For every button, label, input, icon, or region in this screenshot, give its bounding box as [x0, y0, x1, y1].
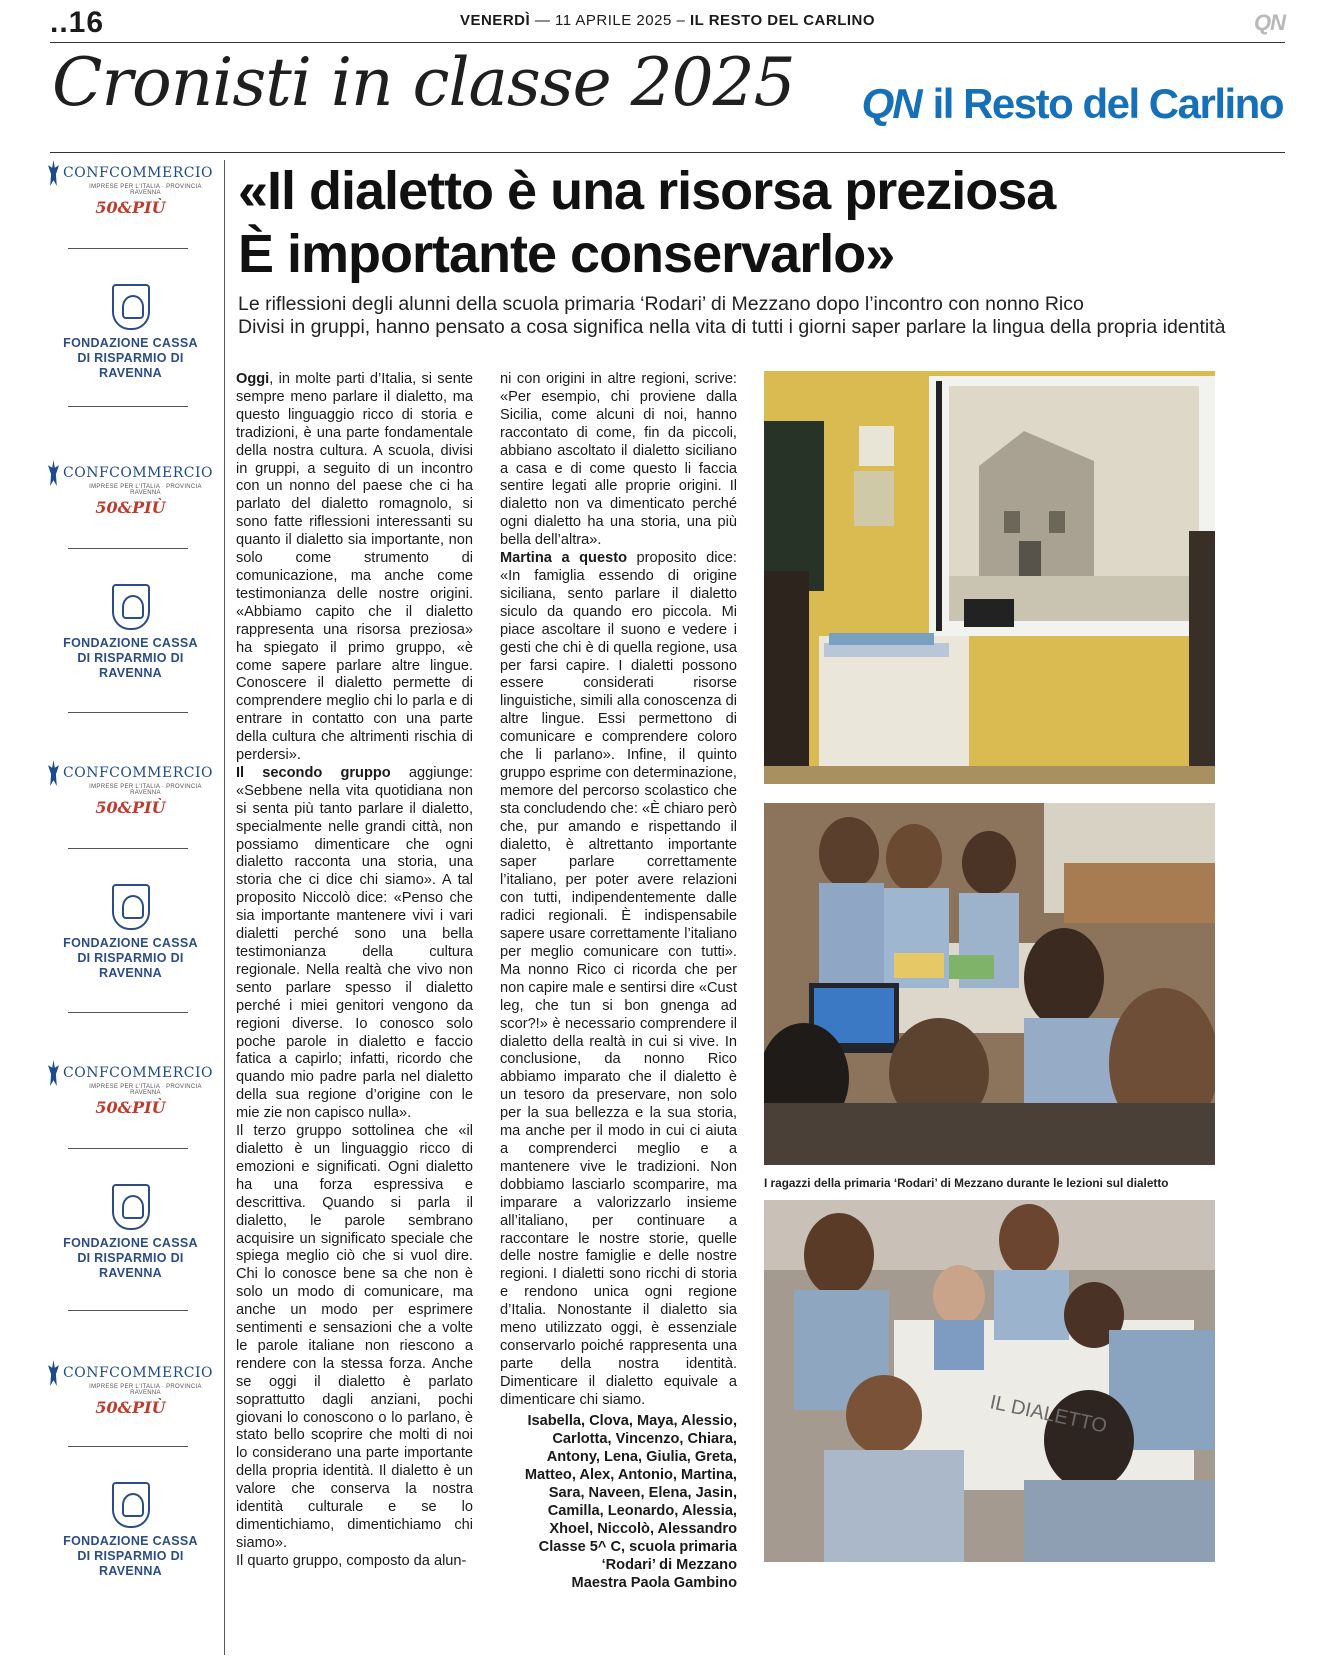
paragraph-lead: Oggi: [236, 371, 270, 387]
crest-icon: [112, 584, 150, 630]
crest-icon: [112, 284, 150, 330]
paragraph: Il terzo gruppo sottolinea che «il dialetto è un linguaggio ricco di emozioni e significati. Ogni dialetto ha una forza espressiva e descrittiva. Quando si parla il dialetto, le parole sembrano acquisire un significato speciale che spiega meglio ciò che si vuol dire. Chi lo conosce bene sa che non è solo un modo di comunicare, ma anche un modo per esprimere sentimenti e sensazioni che a volte le parole italiane non riescono a rendere con la stessa forza. Anche se oggi il dialetto è parlato soprattutto dagli anziani, pochi giovani lo conoscono o lo parlano, è stato bello scoprire che molti di noi lo considerano una parte importante della propria identità. Il dialetto è un valore che conserva la nostra identità culturale e se lo dimentichiamo, dimentichiamo chi siamo».: [236, 1123, 473, 1551]
confcommercio-tagline: IMPRESE PER L'ITALIA · PROVINCIA RAVENNA: [89, 184, 202, 196]
fondazione-line2: DI RISPARMIO DI RAVENNA: [77, 1251, 184, 1280]
sponsor-divider: [68, 1310, 188, 1311]
sponsor-column: [48, 160, 213, 1655]
fondazione-logo: [48, 1482, 213, 1579]
dateline: VENERDÌ — 11 APRILE 2025 – IL RESTO DEL CARLINO: [459, 12, 876, 29]
fifty-e-piu-logo: 50&PIÙ: [95, 1398, 166, 1417]
fondazione-line2: DI RISPARMIO DI RAVENNA: [77, 1549, 184, 1578]
confcommercio-name: CONFCOMMERCIO: [63, 1065, 213, 1081]
confcommercio-tagline: IMPRESE PER L'ITALIA · PROVINCIA RAVENNA: [89, 784, 202, 796]
sponsor-divider: [68, 712, 188, 713]
eagle-icon: [48, 1060, 59, 1086]
qn-logo: QN: [861, 80, 921, 127]
fifty-e-piu-logo: 50&PIÙ: [95, 798, 166, 817]
confcommercio-name: CONFCOMMERCIO: [63, 465, 213, 481]
sponsor-divider: [68, 248, 188, 249]
page-number: ..16: [50, 6, 105, 39]
fondazione-logo: [48, 884, 213, 981]
article-signature: [500, 1412, 737, 1592]
confcommercio-logo: [48, 460, 213, 517]
confcommercio-name: CONFCOMMERCIO: [63, 165, 213, 181]
fondazione-line1: FONDAZIONE CASSA: [63, 1534, 198, 1548]
confcommercio-logo: [48, 1060, 213, 1117]
deck-line2: Divisi in gruppi, hanno pensato a cosa significa nella vita di tutti i giorni saper parlare la lingua della propria identità: [238, 316, 1226, 338]
newspaper-logo-name: il Resto del Carlino: [932, 80, 1283, 127]
article-deck: [238, 293, 1288, 339]
fondazione-logo: [48, 284, 213, 381]
paragraph: Oggi, in molte parti d’Italia, si sente sempre meno parlare il dialetto, ma questo linguaggio ricco di storia e tradizioni, è una parte fondamentale della nostra cultura. A scuola, divisi in gruppi, a seguito di un incontro con un nonno del paese che ci ha parlato del dialetto romagnolo, si sono fatte riflessioni interessanti su quanto il dialetto sia importante, non solo come strumento di comunicazione, ma anche come testimonianza delle nostre origini. «Abbiamo capito che il dialetto rappresenta una risorsa preziosa» ha spiegato il primo gruppo, «è come sapere parlare altre lingue. Conoscere il dialetto permette di comprendere meglio chi lo parla e di entrare in contatto con una parte della cultura che altrimenti rischia di perdersi».: [236, 371, 473, 764]
sponsor-divider: [68, 406, 188, 407]
sponsor-divider: [68, 1012, 188, 1013]
dateline-newspaper: IL RESTO DEL CARLINO: [690, 12, 876, 29]
fondazione-line1: FONDAZIONE CASSA: [63, 1236, 198, 1250]
article-column-2: [500, 371, 737, 1592]
column-divider: [224, 160, 225, 1655]
eagle-icon: [48, 160, 59, 186]
fondazione-line2: DI RISPARMIO DI RAVENNA: [77, 651, 184, 680]
fondazione-line1: FONDAZIONE CASSA: [63, 636, 198, 650]
signature-class: Classe 5^ C, scuola primaria ‘Rodari’ di Mezzano: [538, 1538, 737, 1573]
students-table-photo: [764, 1200, 1215, 1562]
fondazione-logo: [48, 584, 213, 681]
article-column-1: [236, 371, 473, 1571]
dateline-date: 11 APRILE 2025: [555, 12, 672, 29]
fondazione-line1: FONDAZIONE CASSA: [63, 336, 198, 350]
eagle-icon: [48, 460, 59, 486]
classroom-projector-photo: [764, 371, 1215, 784]
paragraph-lead: Il secondo gruppo: [236, 764, 391, 781]
paragraph: ni con origini in altre regioni, scrive: «Per esempio, chi proviene dalla Sicilia, come alcuni di noi, hanno raccontato di come, fin da piccoli, abbiano ascoltato il dialetto siciliano a casa e di come questo li faccia sentire legati alle proprie origini. Il dialetto non va dimenticato perché ogni dialetto ha una storia, una più bella dell’altra».: [500, 371, 737, 549]
confcommercio-tagline: IMPRESE PER L'ITALIA · PROVINCIA RAVENNA: [89, 484, 202, 496]
crest-icon: [112, 1482, 150, 1528]
confcommercio-logo: [48, 1360, 213, 1417]
confcommercio-logo: [48, 160, 213, 217]
paragraph: Il quarto gruppo, composto da alun-: [236, 1552, 467, 1569]
fondazione-line2: DI RISPARMIO DI RAVENNA: [77, 951, 184, 980]
headline-line1: «Il dialetto è una risorsa preziosa: [238, 161, 1056, 221]
masthead-rule: [50, 152, 1285, 153]
sponsor-divider: [68, 848, 188, 849]
deck-line1: Le riflessioni degli alunni della scuola primaria ‘Rodari’ di Mezzano dopo l’incontro con nonno Rico: [238, 293, 1084, 315]
students-laptop-photo: [764, 803, 1215, 1165]
photo-caption: I ragazzi della primaria ‘Rodari’ di Mezzano durante le lezioni sul dialetto: [764, 1176, 1169, 1190]
confcommercio-tagline: IMPRESE PER L'ITALIA · PROVINCIA RAVENNA: [89, 1384, 202, 1396]
crest-icon: [112, 1184, 150, 1230]
section-title: Cronisti in classe 2025: [52, 44, 795, 121]
paragraph: Martina a questo proposito dice: «In famiglia essendo di origine siciliana, sento parlare il dialetto siculo da quando ero piccola. Mi piace ascoltare il suono e vedere i gesti che chi è di quella regione, usa per farsi capire. I dialetti possono essere considerati risorse linguistiche, simili alla conoscenza di altre lingue. Essi permettono di comunicare e comprendere coloro che li parlano». Infine, il quinto gruppo esprime con determinazione, memore del percorso scolastico che sta concludendo che: «È chiaro però che, pur amando e rispettando il dialetto, è altrettanto importante saper parlare correttamente l’italiano, per poter avere relazioni con tutti, indipendentemente dalle radici regionali. È indispensabile sapere usare correttamente l’italiano per meglio comunicare con tutti». Ma nonno Rico ci ricorda che per non capire male e sentirsi dire «Cust leg, che tun si bon gnenga ad scor?!» è necessario comprendere il dialetto della realtà in cui si vive. In conclusione, da nonno Rico abbiamo imparato che il dialetto è un tesoro da preservare, non solo per la sua bellezza e la sua storia, ma anche per il modo in cui ci aiuta a comprenderci meglio e a mantenere vive le tradizioni. Non dobbiamo lasciarlo scomparire, ma imparare a valorizzarlo insieme all’italiano, per continuare a raccontare le nostre storie, quelle delle nostre famiglie e delle nostre regioni. I dialetti sono ricchi di storia e rendono unica ogni regione d’Italia. Nonostante il dialetto sia meno utilizzato oggi, è essenziale conservarlo poiché rappresenta una parte della nostra identità. Dimenticare il dialetto equivale a dimenticare chi siamo.: [500, 550, 737, 1408]
fondazione-line2: DI RISPARMIO DI RAVENNA: [77, 351, 184, 380]
fondazione-logo: [48, 1184, 213, 1281]
eagle-icon: [48, 760, 59, 786]
confcommercio-name: CONFCOMMERCIO: [63, 765, 213, 781]
sponsor-divider: [68, 1446, 188, 1447]
confcommercio-logo: [48, 760, 213, 817]
fifty-e-piu-logo: 50&PIÙ: [95, 1098, 166, 1117]
header-rule: [50, 42, 1285, 43]
fifty-e-piu-logo: 50&PIÙ: [95, 498, 166, 517]
sponsor-divider: [68, 1148, 188, 1149]
crest-icon: [112, 884, 150, 930]
newspaper-logo: [862, 80, 1283, 128]
signature-teacher: Maestra Paola Gambino: [571, 1574, 737, 1591]
signature-names: Isabella, Clova, Maya, Alessio, Carlotta, Vincenzo, Chiara, Antony, Lena, Giulia, Greta, Matteo, Alex, Antonio, Martina, Sara, Naveen, Elena, Jasin, Camilla, Leonardo, Alessia, Xhoel, Niccolò, Alessandro: [524, 1412, 737, 1537]
sponsor-divider: [68, 548, 188, 549]
confcommercio-tagline: IMPRESE PER L'ITALIA · PROVINCIA RAVENNA: [89, 1084, 202, 1096]
paragraph-lead: Martina a questo: [500, 550, 627, 567]
paragraph: Il secondo gruppo aggiunge: «Sebbene nella vita quotidiana non si senta più tanto parlare il dialetto, specialmente nelle grandi città, non possiamo dimenticare che ogni dialetto racconta una storia, una storia che ci dice chi siamo». A tal proposito Niccolò dice: «Penso che sia importante mantenere vivi i vari dialetti perché sono una bella testimonianza della cultura regionale. Nella realtà che vivo non sento parlare spesso il dialetto perché i miei genitori vengono da regioni diverse. Io conosco solo poche parole in dialetto e faccio fatica a capirlo; infatti, ricordo che quando mio padre parla nel dialetto della sua regione d’origine con le mie zie non capisco nulla».: [236, 764, 473, 1122]
headline-line2: È importante conservarlo»: [238, 224, 895, 284]
qn-logo-small: QN: [1254, 10, 1285, 35]
article-headline: [238, 160, 1278, 286]
eagle-icon: [48, 1360, 59, 1386]
fifty-e-piu-logo: 50&PIÙ: [95, 198, 166, 217]
dateline-day: VENERDÌ: [459, 12, 531, 29]
board-text: IL DIALETTO: [987, 1391, 1109, 1438]
page-header: [50, 6, 1285, 40]
fondazione-line1: FONDAZIONE CASSA: [63, 936, 198, 950]
confcommercio-name: CONFCOMMERCIO: [63, 1365, 213, 1381]
